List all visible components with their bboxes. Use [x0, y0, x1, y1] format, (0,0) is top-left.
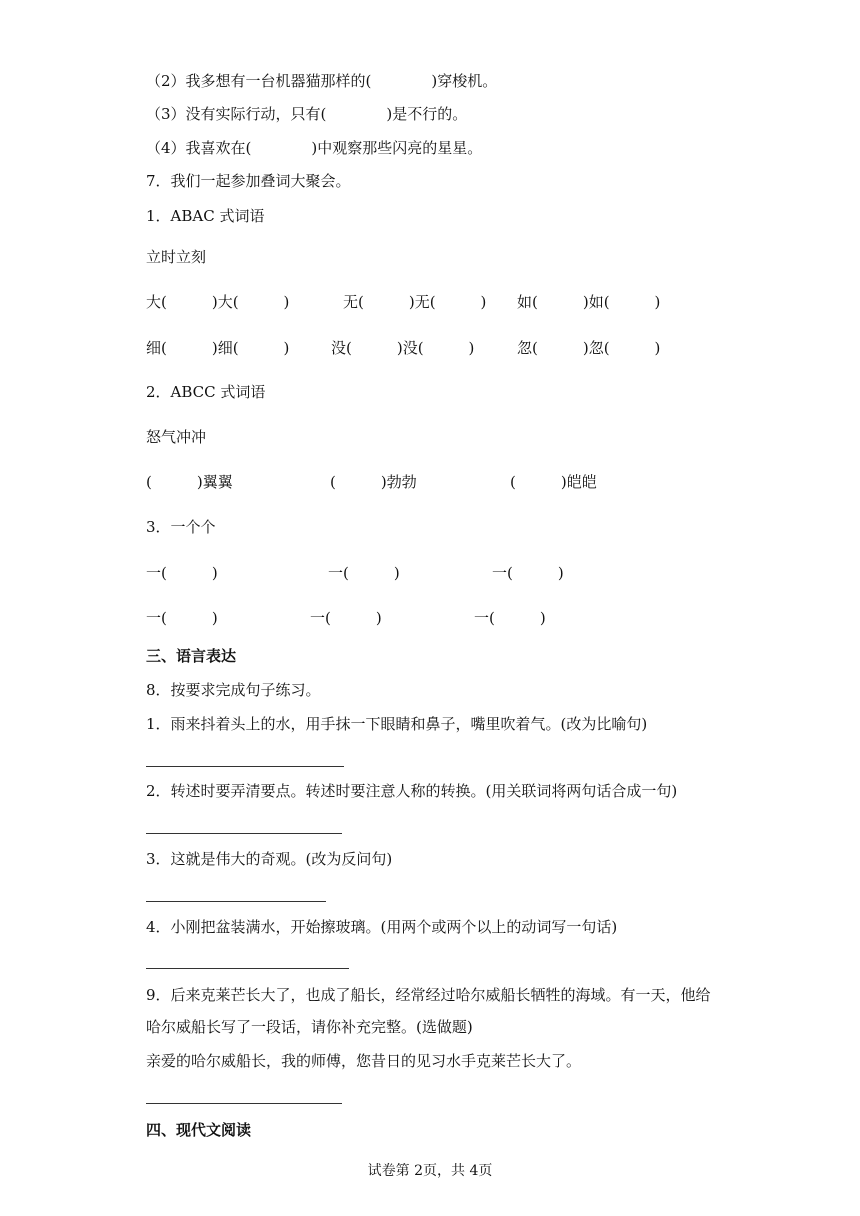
answer-line — [146, 968, 349, 969]
yige-blank-5: 一( ) — [310, 609, 382, 627]
q9-line-3: 亲爱的哈尔威船长，我的师傅，您昔日的见习水手克莱芒长大了。 — [146, 1052, 582, 1070]
abcc-blank-2: ( )勃勃 — [330, 473, 417, 491]
abac-blank-6: 忽( )忽( ) — [517, 339, 661, 357]
q8-item-4: 4．小刚把盆装满水，开始擦玻璃。(用两个或两个以上的动词写一句话) — [146, 918, 618, 936]
section-4-title: 四、现代文阅读 — [146, 1121, 252, 1139]
fill-sentence-2: （2）我多想有一台机器猫那样的( )穿梭机。 — [146, 72, 498, 90]
yige-blank-4: 一( ) — [146, 609, 218, 627]
abcc-example: 怒气冲冲 — [146, 428, 207, 446]
yige-heading: 3．一个个 — [146, 518, 216, 536]
answer-line — [146, 901, 326, 902]
abcc-heading: 2．ABCC 式词语 — [146, 383, 266, 401]
yige-blank-1: 一( ) — [146, 564, 218, 582]
abac-blank-2: 无( )无( ) — [343, 293, 487, 311]
abcc-blank-1: ( )翼翼 — [146, 473, 233, 491]
q8-item-3: 3．这就是伟大的奇观。(改为反问句) — [146, 850, 393, 868]
abac-blank-5: 没( )没( ) — [331, 339, 475, 357]
q8-item-2: 2．转述时要弄清要点。转述时要注意人称的转换。(用关联词将两句话合成一句) — [146, 782, 678, 800]
abac-example: 立时立刻 — [146, 248, 207, 266]
answer-line — [146, 766, 344, 767]
fill-sentence-3: （3）没有实际行动，只有( )是不行的。 — [146, 105, 468, 123]
question-8-title: 8．按要求完成句子练习。 — [146, 681, 321, 699]
yige-blank-6: 一( ) — [474, 609, 546, 627]
yige-blank-3: 一( ) — [492, 564, 564, 582]
abac-blank-3: 如( )如( ) — [517, 293, 661, 311]
answer-line — [146, 1103, 342, 1104]
section-3-title: 三、语言表达 — [146, 647, 237, 665]
q9-line-1: 9．后来克莱芒长大了，也成了船长，经常经过哈尔威船长牺牲的海域。有一天，他给 — [146, 986, 711, 1004]
answer-line — [146, 833, 342, 834]
abcc-blank-3: ( )皑皑 — [510, 473, 597, 491]
abac-heading: 1．ABAC 式词语 — [146, 207, 265, 225]
abac-blank-4: 细( )细( ) — [146, 339, 290, 357]
yige-blank-2: 一( ) — [328, 564, 400, 582]
q9-line-2: 哈尔威船长写了一段话，请你补充完整。(选做题) — [146, 1018, 473, 1036]
abac-blank-1: 大( )大( ) — [146, 293, 290, 311]
question-7-title: 7．我们一起参加叠词大聚会。 — [146, 172, 351, 190]
page-footer: 试卷第 2页，共 4页 — [367, 1163, 493, 1179]
q8-item-1: 1．雨来抖着头上的水，用手抹一下眼睛和鼻子，嘴里吹着气。(改为比喻句) — [146, 715, 648, 733]
fill-sentence-4: （4）我喜欢在( )中观察那些闪亮的星星。 — [146, 139, 483, 157]
